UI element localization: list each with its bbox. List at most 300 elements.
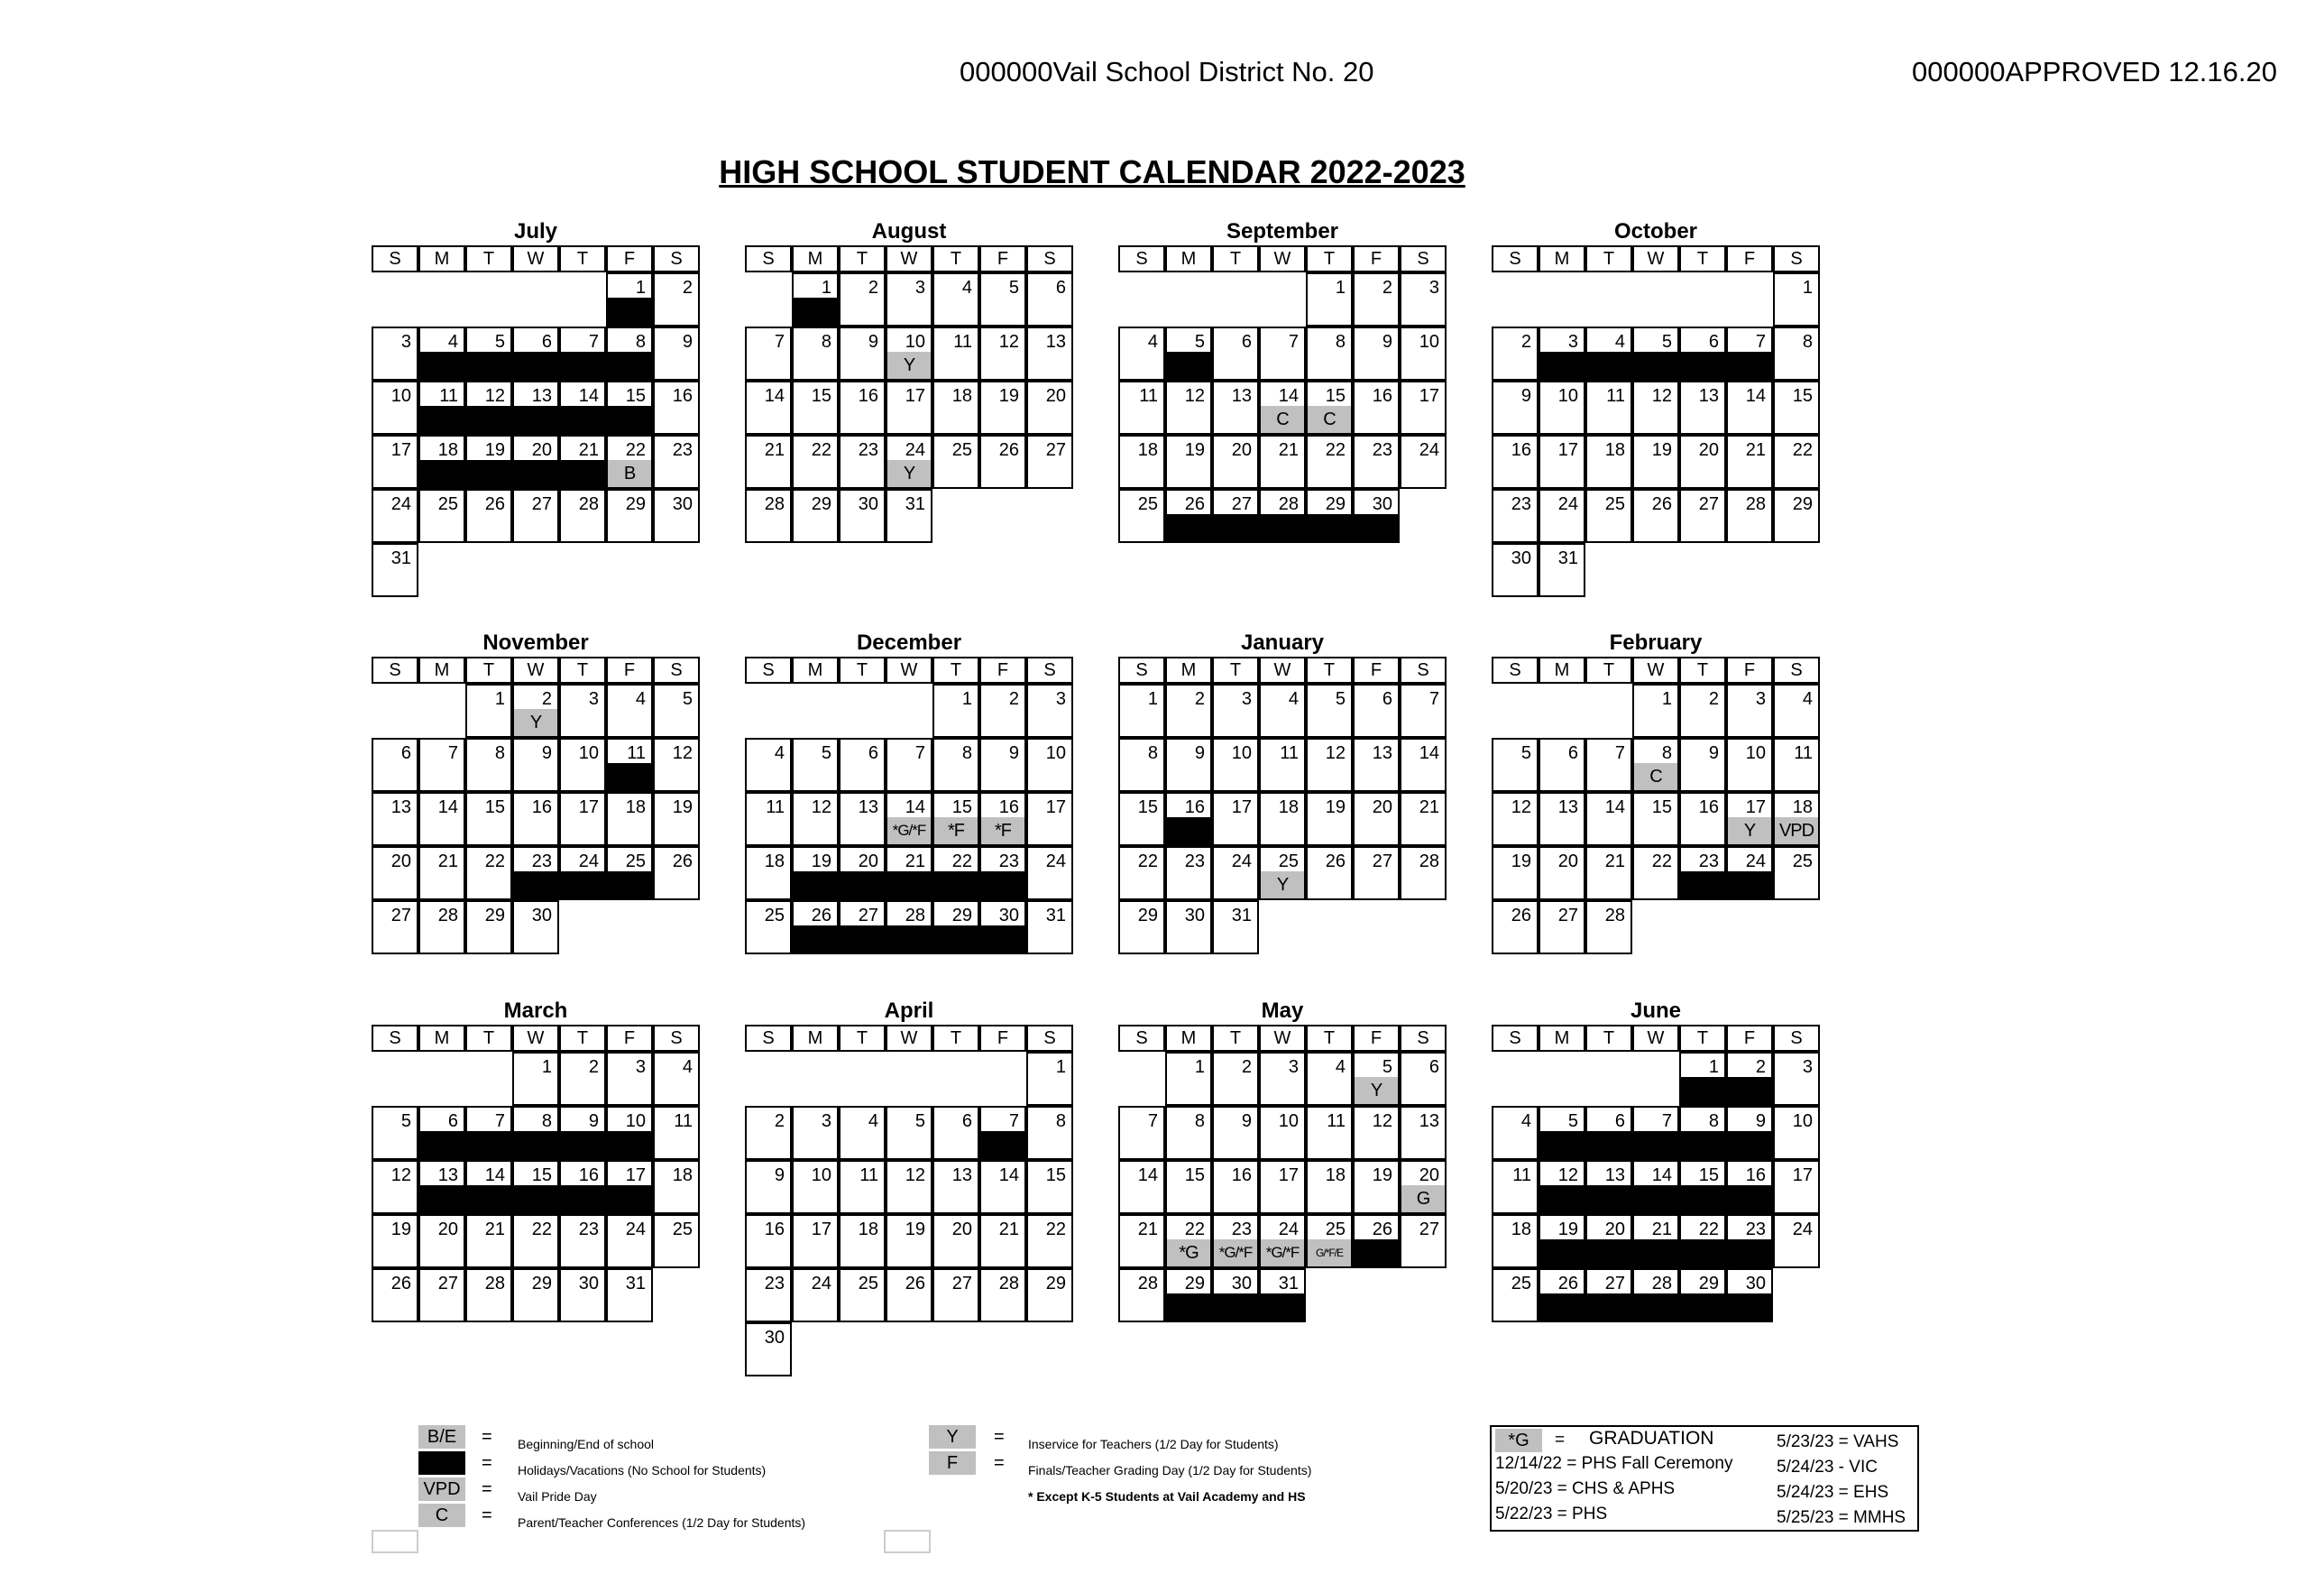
day-cell	[839, 1214, 886, 1268]
holiday-bar	[608, 1131, 651, 1158]
graduation-symbol: *G	[1495, 1429, 1542, 1452]
day-cell	[1726, 846, 1773, 900]
holiday-bar	[1308, 514, 1351, 541]
day-number: 2	[682, 278, 693, 298]
day-number: 22	[625, 440, 646, 460]
day-number: 26	[1184, 494, 1205, 514]
day-number: 15	[1325, 386, 1346, 406]
day-cell	[932, 381, 979, 435]
weekday-label: W	[512, 245, 559, 272]
day-cell	[1212, 1160, 1259, 1214]
day-number: 15	[1045, 1165, 1066, 1185]
day-number: 26	[1325, 851, 1346, 871]
day-cell	[1212, 1214, 1259, 1268]
day-number: 19	[1651, 440, 1672, 460]
day-cell	[1400, 435, 1447, 489]
weekday-label: S	[745, 657, 792, 684]
day-number: 21	[1604, 851, 1625, 871]
day-number: 7	[1147, 1111, 1158, 1131]
day-cell	[1212, 327, 1259, 381]
day-cell	[1726, 1214, 1773, 1268]
day-cell	[1679, 792, 1726, 846]
holiday-bar	[1167, 352, 1210, 379]
day-cell	[1212, 900, 1259, 954]
day-number: 6	[447, 1111, 458, 1131]
day-cell	[1726, 738, 1773, 792]
day-number: 29	[1792, 494, 1813, 514]
day-cell	[372, 846, 418, 900]
day-cell	[372, 381, 418, 435]
day-cell	[418, 1268, 465, 1322]
day-cell	[1726, 381, 1773, 435]
day-number: 5	[494, 332, 505, 352]
day-cell	[512, 381, 559, 435]
day-number: 29	[484, 906, 505, 925]
day-cell	[1585, 846, 1632, 900]
day-cell	[418, 435, 465, 489]
day-cell	[886, 381, 932, 435]
weekday-label: T	[465, 1025, 512, 1052]
weekday-label: S	[745, 245, 792, 272]
day-cell	[792, 1160, 839, 1214]
day-number: 18	[437, 440, 458, 460]
day-cell	[465, 1106, 512, 1160]
weekday-label: W	[886, 1025, 932, 1052]
day-cell	[1259, 1160, 1306, 1214]
day-number: 20	[437, 1220, 458, 1239]
day-number: 10	[1792, 1111, 1813, 1131]
day-cell	[1259, 1214, 1306, 1268]
day-cell	[465, 1268, 512, 1322]
day-cell	[745, 1322, 792, 1376]
day-cell	[1632, 738, 1679, 792]
day-cell	[979, 1160, 1026, 1214]
day-number: 28	[1604, 906, 1625, 925]
day-number: 15	[484, 797, 505, 817]
day-cell	[372, 1268, 418, 1322]
day-code-badge: Y	[887, 352, 931, 379]
day-number: 7	[1428, 689, 1439, 709]
day-number: 12	[484, 386, 505, 406]
day-number: 16	[1231, 1165, 1252, 1185]
day-cell	[372, 327, 418, 381]
day-cell	[745, 1160, 792, 1214]
day-cell	[1353, 1052, 1400, 1106]
day-number: 24	[1745, 851, 1766, 871]
day-number: 27	[437, 1274, 458, 1293]
day-number: 7	[447, 743, 458, 763]
day-cell	[606, 381, 653, 435]
day-number: 26	[998, 440, 1019, 460]
day-number: 16	[858, 386, 878, 406]
day-cell	[1773, 327, 1820, 381]
day-number: 15	[951, 797, 972, 817]
weekday-label: T	[1306, 1025, 1353, 1052]
day-number: 21	[905, 851, 925, 871]
day-cell	[465, 489, 512, 543]
day-cell	[792, 381, 839, 435]
day-cell	[1259, 489, 1306, 543]
day-number: 6	[868, 743, 878, 763]
weekday-label: F	[1726, 657, 1773, 684]
day-number: 31	[1278, 1274, 1299, 1293]
weekday-label: M	[1165, 657, 1212, 684]
weekday-label: T	[559, 657, 606, 684]
day-cell	[1165, 1268, 1212, 1322]
day-number: 24	[1278, 1220, 1299, 1239]
day-cell	[1773, 381, 1820, 435]
day-cell	[839, 489, 886, 543]
day-number: 1	[541, 1057, 552, 1077]
holiday-bar	[561, 352, 604, 379]
day-number: 3	[821, 1111, 831, 1131]
day-cell	[512, 1160, 559, 1214]
day-code-badge: G	[1401, 1185, 1445, 1212]
holiday-bar	[420, 460, 464, 487]
day-cell	[1306, 1052, 1353, 1106]
weekday-label: F	[606, 1025, 653, 1052]
day-number: 17	[578, 797, 599, 817]
day-number: 12	[811, 797, 831, 817]
day-cell	[979, 1214, 1026, 1268]
day-cell	[653, 684, 700, 738]
day-number: 21	[578, 440, 599, 460]
holiday-bar	[1634, 352, 1677, 379]
weekday-label: S	[1773, 1025, 1820, 1052]
day-number: 16	[1372, 386, 1392, 406]
day-number: 9	[868, 332, 878, 352]
day-cell	[1492, 489, 1539, 543]
day-cell	[1306, 381, 1353, 435]
day-number: 9	[1520, 386, 1531, 406]
graduation-box	[1490, 1425, 1919, 1532]
weekday-label: S	[653, 245, 700, 272]
day-number: 21	[1651, 1220, 1672, 1239]
day-cell	[1773, 272, 1820, 327]
holiday-bar	[1634, 1239, 1677, 1266]
day-number: 26	[1372, 1220, 1392, 1239]
day-number: 10	[1045, 743, 1066, 763]
holiday-bar	[840, 925, 884, 953]
day-number: 7	[1661, 1111, 1672, 1131]
day-cell	[1165, 1106, 1212, 1160]
holiday-bar	[1728, 1293, 1771, 1321]
day-number: 23	[764, 1274, 785, 1293]
day-cell	[418, 489, 465, 543]
day-cell	[1259, 684, 1306, 738]
day-cell	[1259, 1052, 1306, 1106]
day-number: 11	[859, 1165, 878, 1185]
legend-swatch-vpd: VPD	[418, 1477, 465, 1501]
day-cell	[1259, 846, 1306, 900]
day-number: 11	[1794, 743, 1813, 763]
day-number: 2	[1194, 689, 1205, 709]
graduation-left-3: 5/22/23 = PHS	[1495, 1505, 1608, 1523]
day-cell	[1679, 435, 1726, 489]
day-cell	[886, 435, 932, 489]
day-number: 13	[390, 797, 411, 817]
day-cell	[932, 1160, 979, 1214]
day-number: 24	[578, 851, 599, 871]
day-number: 23	[858, 440, 878, 460]
day-number: 27	[390, 906, 411, 925]
day-cell	[792, 846, 839, 900]
day-cell	[1259, 792, 1306, 846]
holiday-bar	[561, 460, 604, 487]
day-number: 18	[1137, 440, 1158, 460]
day-number: 27	[1557, 906, 1578, 925]
day-cell	[1726, 489, 1773, 543]
day-number: 31	[1231, 906, 1252, 925]
day-cell	[418, 846, 465, 900]
weekday-label: F	[606, 657, 653, 684]
day-cell	[1353, 684, 1400, 738]
day-cell	[1118, 1268, 1165, 1322]
day-cell	[1165, 792, 1212, 846]
day-number: 19	[1557, 1220, 1578, 1239]
day-cell	[1353, 1106, 1400, 1160]
day-number: 29	[1325, 494, 1346, 514]
graduation-right-3: 5/24/23 = EHS	[1777, 1483, 1889, 1502]
day-number: 14	[1278, 386, 1299, 406]
day-cell	[1585, 327, 1632, 381]
day-number: 8	[1055, 1111, 1066, 1131]
day-cell	[1259, 1268, 1306, 1322]
day-cell	[745, 900, 792, 954]
day-cell	[1773, 1052, 1820, 1106]
day-number: 9	[1708, 743, 1719, 763]
district-name: 000000Vail School District No. 20	[960, 56, 1374, 87]
holiday-bar	[1587, 352, 1630, 379]
day-cell	[1632, 684, 1679, 738]
day-cell	[792, 272, 839, 327]
day-cell	[1026, 435, 1073, 489]
day-cell	[1539, 1214, 1585, 1268]
holiday-bar	[1214, 514, 1257, 541]
day-cell	[606, 792, 653, 846]
day-cell	[979, 792, 1026, 846]
day-number: 15	[1184, 1165, 1205, 1185]
day-number: 22	[1184, 1220, 1205, 1239]
day-cell	[1026, 792, 1073, 846]
day-number: 28	[578, 494, 599, 514]
weekday-label: M	[1165, 1025, 1212, 1052]
day-cell	[1353, 846, 1400, 900]
day-number: 13	[531, 386, 552, 406]
day-cell	[1400, 1052, 1447, 1106]
day-cell	[1632, 435, 1679, 489]
day-number: 2	[588, 1057, 599, 1077]
day-cell	[1306, 489, 1353, 543]
day-cell	[1118, 1214, 1165, 1268]
day-cell	[886, 900, 932, 954]
month-name: May	[1261, 999, 1304, 1023]
holiday-bar	[1681, 1293, 1724, 1321]
day-cell	[1679, 327, 1726, 381]
day-number: 22	[951, 851, 972, 871]
day-cell	[745, 381, 792, 435]
day-number: 13	[437, 1165, 458, 1185]
day-cell	[979, 900, 1026, 954]
day-number: 19	[998, 386, 1019, 406]
day-number: 3	[635, 1057, 646, 1077]
day-number: 15	[1792, 386, 1813, 406]
holiday-bar	[420, 406, 464, 433]
day-number: 25	[858, 1274, 878, 1293]
day-cell	[418, 1214, 465, 1268]
holiday-bar	[1634, 1293, 1677, 1321]
day-cell	[512, 846, 559, 900]
day-number: 12	[1372, 1111, 1392, 1131]
day-number: 7	[494, 1111, 505, 1131]
holiday-bar	[1681, 1131, 1724, 1158]
weekday-label: W	[512, 1025, 559, 1052]
day-cell	[653, 1052, 700, 1106]
day-code-badge: Y	[1355, 1077, 1398, 1104]
day-cell	[932, 272, 979, 327]
day-cell	[792, 327, 839, 381]
holiday-bar	[934, 871, 978, 898]
holiday-bar	[794, 925, 837, 953]
day-code-badge: Y	[514, 709, 557, 736]
day-cell	[559, 738, 606, 792]
day-cell	[1492, 327, 1539, 381]
day-cell	[1400, 792, 1447, 846]
day-number: 8	[1661, 743, 1672, 763]
day-cell	[1632, 1160, 1679, 1214]
month-name: January	[1240, 631, 1325, 655]
day-number: 26	[672, 851, 693, 871]
month-name: June	[1630, 999, 1681, 1023]
day-cell	[1118, 900, 1165, 954]
holiday-bar	[1261, 514, 1304, 541]
legend-text-be: Beginning/End of school	[518, 1437, 654, 1451]
day-number: 31	[390, 548, 411, 568]
day-number: 23	[1698, 851, 1719, 871]
day-cell	[1539, 543, 1585, 597]
day-cell	[512, 1106, 559, 1160]
day-cell	[1165, 846, 1212, 900]
day-cell	[1118, 738, 1165, 792]
day-cell	[1212, 738, 1259, 792]
day-cell	[886, 1214, 932, 1268]
day-cell	[653, 846, 700, 900]
day-number: 20	[1372, 797, 1392, 817]
day-number: 6	[1055, 278, 1066, 298]
day-cell	[839, 381, 886, 435]
day-number: 27	[1419, 1220, 1439, 1239]
day-cell	[1165, 489, 1212, 543]
holiday-bar	[1587, 1293, 1630, 1321]
day-number: 8	[1708, 1111, 1719, 1131]
day-cell	[1026, 684, 1073, 738]
day-cell	[1353, 327, 1400, 381]
day-number: 31	[1557, 548, 1578, 568]
day-number: 1	[1661, 689, 1672, 709]
day-cell	[886, 1268, 932, 1322]
day-cell	[1118, 327, 1165, 381]
weekday-label: W	[886, 657, 932, 684]
day-number: 4	[774, 743, 785, 763]
day-number: 20	[1045, 386, 1066, 406]
day-number: 30	[531, 906, 552, 925]
day-number: 18	[1792, 797, 1813, 817]
day-cell	[1118, 381, 1165, 435]
day-number: 10	[1231, 743, 1252, 763]
day-cell	[1585, 1268, 1632, 1322]
day-number: 5	[1335, 689, 1346, 709]
day-cell	[1679, 381, 1726, 435]
day-cell	[1353, 381, 1400, 435]
day-number: 4	[1335, 1057, 1346, 1077]
day-number: 14	[484, 1165, 505, 1185]
day-number: 4	[1614, 332, 1625, 352]
day-number: 5	[914, 1111, 925, 1131]
holiday-bar	[514, 871, 557, 898]
day-number: 16	[1184, 797, 1205, 817]
day-number: 20	[1604, 1220, 1625, 1239]
day-cell	[839, 900, 886, 954]
day-number: 9	[1008, 743, 1019, 763]
day-cell	[1306, 738, 1353, 792]
weekday-label: S	[1492, 657, 1539, 684]
day-cell	[653, 1214, 700, 1268]
day-cell	[465, 1214, 512, 1268]
holiday-bar	[514, 1131, 557, 1158]
day-number: 15	[1137, 797, 1158, 817]
day-number: 28	[998, 1274, 1019, 1293]
day-cell	[979, 684, 1026, 738]
weekday-label: T	[1212, 657, 1259, 684]
day-number: 18	[1325, 1165, 1346, 1185]
day-cell	[1773, 792, 1820, 846]
day-cell	[1726, 435, 1773, 489]
day-number: 27	[531, 494, 552, 514]
day-number: 17	[1278, 1165, 1299, 1185]
day-cell	[418, 738, 465, 792]
holiday-bar	[1540, 1185, 1584, 1212]
day-number: 5	[1567, 1111, 1578, 1131]
day-cell	[559, 327, 606, 381]
day-cell	[932, 792, 979, 846]
day-cell	[418, 1160, 465, 1214]
weekday-label: T	[932, 245, 979, 272]
day-number: 23	[531, 851, 552, 871]
day-cell	[512, 327, 559, 381]
day-cell	[886, 327, 932, 381]
day-number: 1	[821, 278, 831, 298]
day-cell	[1726, 1160, 1773, 1214]
day-number: 1	[635, 278, 646, 298]
day-number: 12	[905, 1165, 925, 1185]
month-name: July	[513, 219, 558, 244]
day-number: 11	[1512, 1165, 1531, 1185]
day-cell	[1165, 684, 1212, 738]
day-number: 2	[541, 689, 552, 709]
day-code-badge: G/*F/E	[1308, 1239, 1351, 1266]
day-cell	[559, 1052, 606, 1106]
day-cell	[792, 435, 839, 489]
day-number: 6	[1382, 689, 1392, 709]
day-cell	[932, 846, 979, 900]
holiday-bar	[467, 1131, 510, 1158]
day-cell	[1212, 435, 1259, 489]
weekday-label: F	[1353, 1025, 1400, 1052]
day-cell	[1773, 1160, 1820, 1214]
day-cell	[1026, 1106, 1073, 1160]
weekday-label: M	[792, 1025, 839, 1052]
day-number: 6	[1614, 1111, 1625, 1131]
